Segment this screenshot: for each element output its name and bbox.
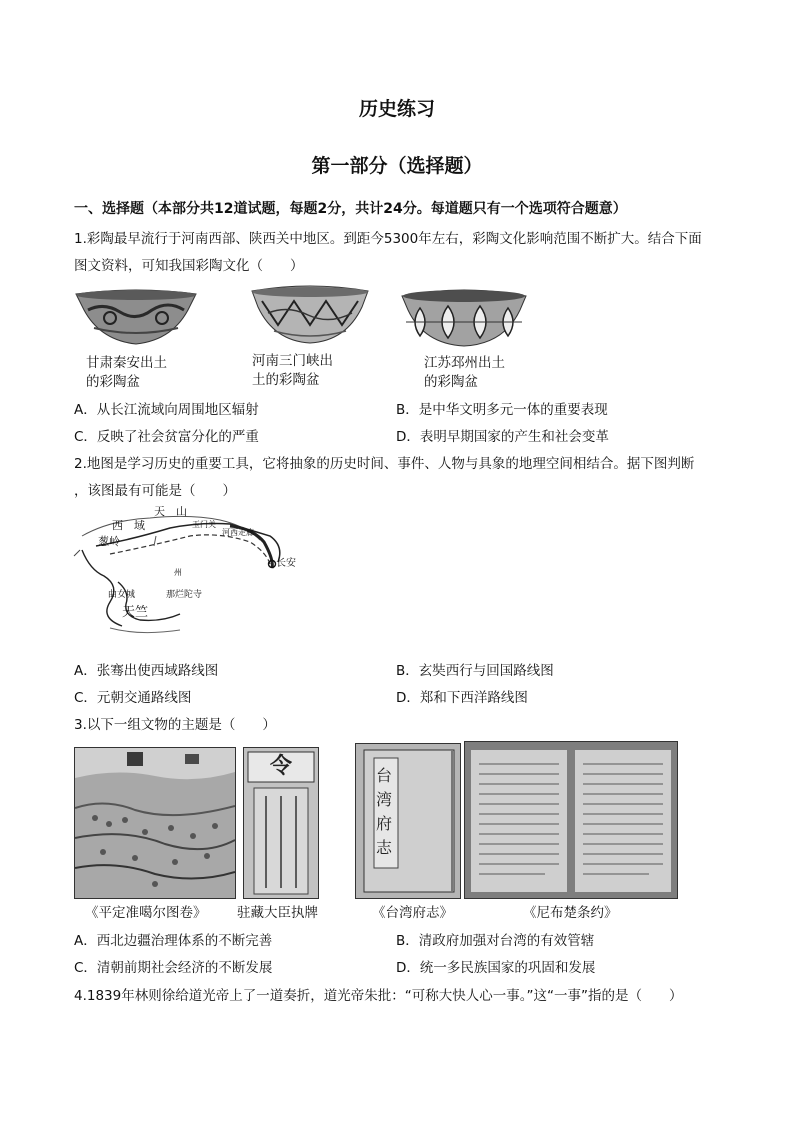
caption-dzungar-scroll: 《平定准噶尔图卷》 bbox=[85, 905, 207, 921]
part-title: 第一部分（选择题） bbox=[311, 155, 483, 177]
q1-option-c[interactable]: C．反映了社会贫富分化的严重 bbox=[74, 429, 259, 445]
q1-option-b[interactable]: B．是中华文明多元一体的重要表现 bbox=[396, 402, 608, 418]
gazetteer-spine-title: 台湾府志 bbox=[376, 766, 393, 857]
q3-option-d[interactable]: D．统一多民族国家的巩固和发展 bbox=[396, 960, 596, 976]
map-label-tianzhu: 天竺 bbox=[122, 605, 149, 620]
caption-token: 驻藏大臣执牌 bbox=[237, 905, 318, 921]
q1-stem-line1: 1.彩陶最早流行于河南西部、陕西关中地区。到距今5300年左右，彩陶文化影响范围不断扩大。结合下面 bbox=[74, 231, 702, 247]
pottery-bowl-henan-image bbox=[248, 285, 372, 347]
taiwan-gazetteer-image bbox=[355, 743, 461, 899]
resident-minister-token-image bbox=[243, 747, 319, 899]
q4-stem: 4.1839年林则徐给道光帝上了一道奏折，道光帝朱批：“可称大快人心一事。”这“一事”指的是（ ） bbox=[74, 988, 683, 1004]
map-label-zhou: 州 bbox=[174, 568, 182, 577]
q1-option-d[interactable]: D．表明早期国家的产生和社会变革 bbox=[396, 429, 609, 445]
pottery-bowl-jiangsu-image bbox=[400, 288, 528, 350]
q3-option-c[interactable]: C．清朝前期社会经济的不断发展 bbox=[74, 960, 273, 976]
caption-henan-line1: 河南三门峡出 bbox=[252, 353, 333, 369]
caption-jiangsu-line2: 的彩陶盆 bbox=[424, 374, 478, 390]
q3-option-a[interactable]: A．西北边疆治理体系的不断完善 bbox=[74, 933, 273, 949]
q1-stem-line2: 图文资料，可知我国彩陶文化（ ） bbox=[74, 258, 304, 274]
dzungar-scroll-painting-image bbox=[74, 747, 236, 899]
pottery-bowl-gansu-image bbox=[74, 288, 198, 348]
caption-gansu-line2: 的彩陶盆 bbox=[86, 374, 140, 390]
caption-gansu-line1: 甘肃秦安出土 bbox=[86, 355, 167, 371]
map-label-changan: 长安 bbox=[276, 558, 296, 569]
token-character: 令 bbox=[270, 754, 293, 779]
map-label-hexi: 河西走廊 bbox=[222, 528, 254, 537]
nerchinsk-treaty-image bbox=[464, 741, 678, 899]
q3-stem: 3.以下一组文物的主题是（ ） bbox=[74, 717, 276, 733]
q2-option-c[interactable]: C．元朝交通路线图 bbox=[74, 690, 192, 706]
q2-option-d[interactable]: D．郑和下西洋路线图 bbox=[396, 690, 528, 706]
caption-jiangsu-line1: 江苏邳州出土 bbox=[424, 355, 505, 371]
map-label-nalanduo: 那烂陀寺 bbox=[166, 590, 203, 600]
route-map-image bbox=[70, 506, 300, 642]
q2-option-b[interactable]: B．玄奘西行与回国路线图 bbox=[396, 663, 554, 679]
map-label-qunv: 曲女城 bbox=[108, 590, 136, 600]
section-heading: 一、选择题（本部分共12道试题，每题2分，共计24分。每道题只有一个选项符合题意） bbox=[74, 201, 627, 217]
map-label-xiyu: 西 域 bbox=[112, 519, 145, 532]
caption-nerchinsk-treaty: 《尼布楚条约》 bbox=[523, 905, 618, 921]
caption-taiwan-gazetteer: 《台湾府志》 bbox=[372, 905, 453, 921]
q2-option-a[interactable]: A．张骞出使西域路线图 bbox=[74, 663, 219, 679]
map-label-tianshan: 天 山 bbox=[154, 506, 187, 518]
map-label-yumen: 玉门关 bbox=[192, 520, 216, 529]
caption-henan-line2: 土的彩陶盆 bbox=[252, 372, 320, 388]
q3-option-b[interactable]: B．清政府加强对台湾的有效管辖 bbox=[396, 933, 595, 949]
q1-option-a[interactable]: A．从长江流域向周围地区辐射 bbox=[74, 402, 259, 418]
q2-stem-line1: 2.地图是学习历史的重要工具，它将抽象的历史时间、事件、人物与具象的地理空间相结合。据下图判断 bbox=[74, 456, 695, 472]
page-title: 历史练习 bbox=[358, 98, 435, 120]
q2-stem-line2: ，该图最有可能是（ ） bbox=[74, 483, 236, 499]
map-label-congling: 葱岭 bbox=[98, 535, 120, 548]
